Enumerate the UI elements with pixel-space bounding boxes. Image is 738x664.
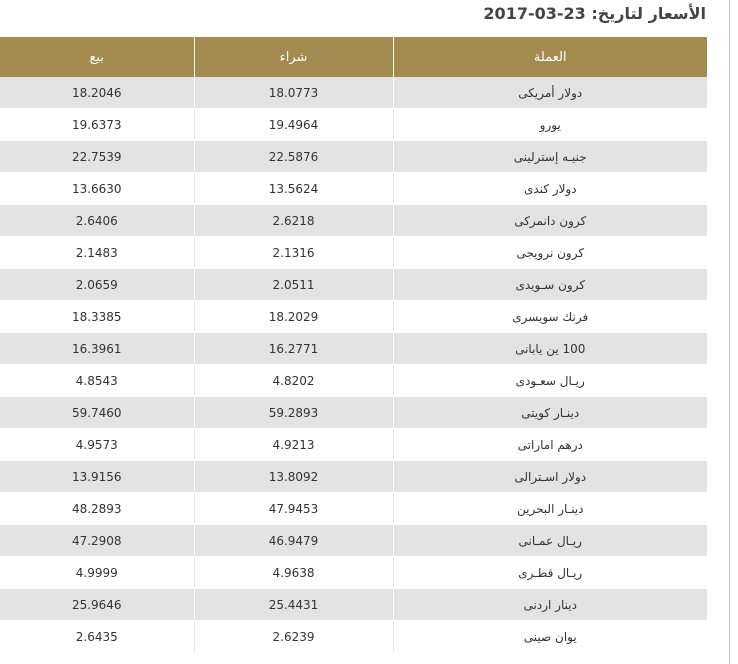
cell-sell: 13.9156 xyxy=(0,461,194,493)
table-row xyxy=(0,493,707,525)
table-row xyxy=(0,269,707,301)
cell-currency: دينـار كويتى xyxy=(393,397,707,429)
cell-sell: 2.6406 xyxy=(0,205,194,237)
cell-buy: 59.2893 xyxy=(194,397,393,429)
rates-table xyxy=(0,37,707,653)
cell-sell: 18.2046 xyxy=(0,77,194,109)
cell-currency: يورو xyxy=(393,109,707,141)
table-row xyxy=(0,365,707,397)
cell-currency: دينـار البحرين xyxy=(393,493,707,525)
cell-buy: 25.4431 xyxy=(194,589,393,621)
cell-sell: 48.2893 xyxy=(0,493,194,525)
cell-currency: جنيـه إسترلينى xyxy=(393,141,707,173)
cell-buy: 13.5624 xyxy=(194,173,393,205)
cell-sell: 4.9999 xyxy=(0,557,194,589)
cell-buy: 2.0511 xyxy=(194,269,393,301)
cell-buy: 2.1316 xyxy=(194,237,393,269)
cell-sell: 47.2908 xyxy=(0,525,194,557)
cell-sell: 4.8543 xyxy=(0,365,194,397)
cell-buy: 4.9213 xyxy=(194,429,393,461)
table-row xyxy=(0,77,707,109)
table-header-row xyxy=(0,37,707,77)
cell-currency: دينار اردنى xyxy=(393,589,707,621)
cell-currency: يوان صينى xyxy=(393,621,707,653)
cell-buy: 16.2771 xyxy=(194,333,393,365)
table-row xyxy=(0,333,707,365)
table-row xyxy=(0,429,707,461)
cell-sell: 2.6435 xyxy=(0,621,194,653)
cell-currency: كرون سـويدى xyxy=(393,269,707,301)
table-row xyxy=(0,237,707,269)
rates-table-body xyxy=(0,77,707,653)
table-row xyxy=(0,557,707,589)
cell-sell: 4.9573 xyxy=(0,429,194,461)
cell-sell: 2.1483 xyxy=(0,237,194,269)
table-row xyxy=(0,589,707,621)
cell-currency: دولار أمريكى xyxy=(393,77,707,109)
table-row xyxy=(0,301,707,333)
cell-buy: 13.8092 xyxy=(194,461,393,493)
cell-currency: كرون نرويجى xyxy=(393,237,707,269)
cell-sell: 19.6373 xyxy=(0,109,194,141)
cell-buy: 18.2029 xyxy=(194,301,393,333)
page-divider-line xyxy=(729,0,730,664)
cell-sell: 16.3961 xyxy=(0,333,194,365)
header-sell: بيع xyxy=(0,37,194,77)
header-currency: العملة xyxy=(393,37,707,77)
cell-currency: كرون دانمركى xyxy=(393,205,707,237)
table-row xyxy=(0,205,707,237)
cell-currency: فرنك سويسرى xyxy=(393,301,707,333)
cell-currency: ريـال قطـرى xyxy=(393,557,707,589)
cell-currency: ريـال سعـودى xyxy=(393,365,707,397)
cell-buy: 19.4964 xyxy=(194,109,393,141)
table-row xyxy=(0,621,707,653)
page-title xyxy=(483,4,706,23)
cell-buy: 2.6218 xyxy=(194,205,393,237)
cell-currency: دولار كندى xyxy=(393,173,707,205)
cell-buy: 22.5876 xyxy=(194,141,393,173)
cell-sell: 59.7460 xyxy=(0,397,194,429)
cell-currency: درهم اماراتى xyxy=(393,429,707,461)
cell-currency: ريـال عمـانى xyxy=(393,525,707,557)
title-date: 2017-03-23 xyxy=(483,4,586,23)
table-row xyxy=(0,173,707,205)
cell-sell: 13.6630 xyxy=(0,173,194,205)
cell-currency: دولار اسـترالى xyxy=(393,461,707,493)
cell-sell: 2.0659 xyxy=(0,269,194,301)
cell-buy: 18.0773 xyxy=(194,77,393,109)
cell-sell: 18.3385 xyxy=(0,301,194,333)
cell-buy: 2.6239 xyxy=(194,621,393,653)
cell-sell: 22.7539 xyxy=(0,141,194,173)
cell-buy: 4.8202 xyxy=(194,365,393,397)
table-row xyxy=(0,525,707,557)
table-row xyxy=(0,109,707,141)
cell-buy: 46.9479 xyxy=(194,525,393,557)
cell-buy: 47.9453 xyxy=(194,493,393,525)
header-buy: شراء xyxy=(194,37,393,77)
table-row xyxy=(0,141,707,173)
cell-currency: 100 ين يابانى xyxy=(393,333,707,365)
cell-sell: 25.9646 xyxy=(0,589,194,621)
table-row xyxy=(0,461,707,493)
cell-buy: 4.9638 xyxy=(194,557,393,589)
title-label: الأسعار لتاريخ: xyxy=(591,4,706,23)
table-row xyxy=(0,397,707,429)
